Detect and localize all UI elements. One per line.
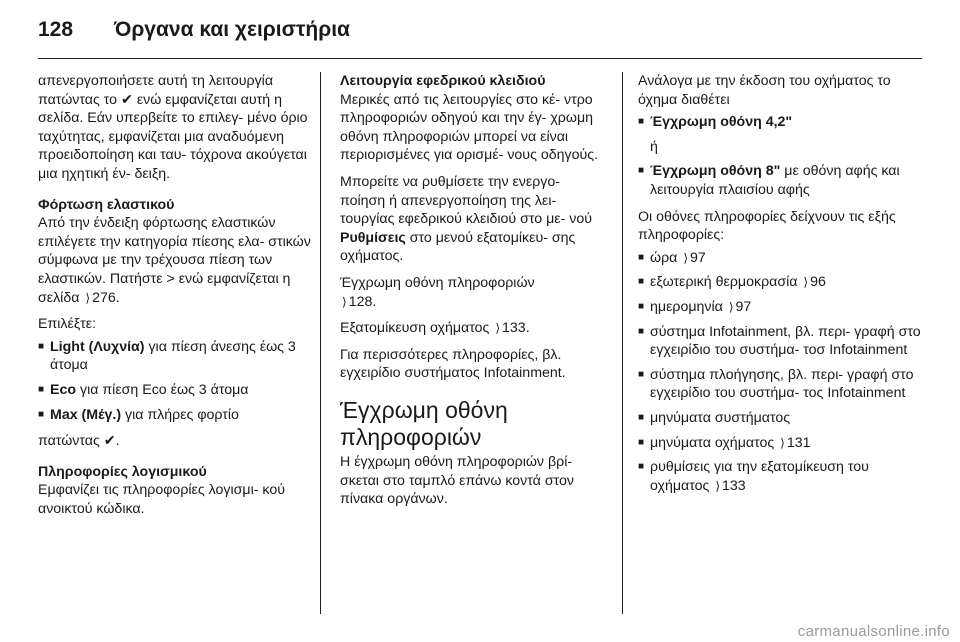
- color-display-heading: Έγχρωμη οθόνη πληροφοριών: [340, 396, 508, 450]
- or-text: ή: [650, 138, 658, 155]
- list-item: ■ Eco για πίεση Eco έως 3 άτομα: [38, 381, 316, 400]
- column-divider-2: [622, 72, 623, 614]
- list-item: ■ μηνύματα συστήματος: [638, 409, 928, 428]
- list-item: ■ Light (Λυχνία) για πίεση άνεσης έως 3 άτομα: [38, 338, 316, 375]
- list-item: ■ μηνύματα οχήματος ⟩ 131: [638, 434, 928, 453]
- valet-paragraph-1: Μερικές από τις λειτουργίες στο κέ- ντρο πληροφοριών οδηγού και την έγ- χρωμη οθόνη πληροφοριών μπορεί να είναι περιορισμένες για ορισμέ- νους οδηγούς.: [340, 91, 599, 164]
- display-variant-list: [638, 113, 928, 132]
- list-item: ■ ώρα ⟩ 97: [638, 249, 928, 268]
- page-ref-icon: ⟩: [342, 294, 347, 309]
- valet-paragraph-2: Μπορείτε να ρυθμίσετε την ενεργο- ποίηση ή απενεργοποίηση της λει- τουργίας εφεδρικού κλειδιού στο με- νού Ρυθμίσεις στο μενού εξατομίκευ- σης οχήματος.: [340, 173, 593, 265]
- page-ref-icon: ⟩: [803, 275, 809, 290]
- page-ref: 276.: [92, 289, 120, 306]
- list-item: ■ ημερομηνία ⟩ 97: [638, 298, 928, 317]
- list-item: ■ σύστημα Infotainment, βλ. περι- γραφή στο εγχειρίδιο του συστήμα- τοσ Infotainment: [638, 323, 928, 360]
- column-divider-1: [320, 72, 321, 614]
- valet-key-heading: Λειτουργία εφεδρικού κλειδιού: [340, 73, 546, 89]
- info-list: [638, 249, 928, 496]
- select-label: Επιλέξτε:: [38, 316, 97, 333]
- column-2: [340, 72, 608, 517]
- chapter-title: Όργανα και χειριστήρια: [114, 18, 350, 41]
- page-ref-icon: ⟩: [495, 321, 501, 336]
- crossref-color-display: Έγχρωμη οθόνη πληροφοριών ⟩ 128.: [340, 274, 535, 310]
- tyre-options-list: [38, 338, 316, 424]
- intro-paragraph: απενεργοποιήσετε αυτή τη λειτουργία πατώντας το ✔ ενώ εμφανίζεται αυτή η σελίδα. Εάν υπερβείτε το επιλεγ- μένο όριο ταχύτητας, εμφανίζεται μια αναδυόμενη προειδοποίηση και ταυ- τόχρονα ακούγεται μια ηχητική έν- δειξη.: [38, 73, 308, 182]
- list-item: ■ Έγχρωμη οθόνη 8" με οθόνη αφής και λειτουργία πλαισίου αφής: [638, 162, 928, 199]
- page-header: [38, 18, 960, 48]
- press-text: πατώντας ✔.: [38, 433, 120, 450]
- list-item: ■ σύστημα πλοήγησης, βλ. περι- γραφή στο εγχειρίδιο του συστήμα- τος Infotainment: [638, 366, 928, 403]
- watermark: carmanualsonline.info: [797, 623, 950, 640]
- list-item: ■ ρυθμίσεις για την εξατομίκευση του οχήματος ⟩ 133: [638, 458, 928, 495]
- more-info-paragraph: Για περισσότερες πληροφορίες, βλ. εγχειρίδιο συστήματος Infotainment.: [340, 346, 566, 382]
- column-3: [638, 72, 928, 503]
- software-info-text: Εμφανίζει τις πληροφορίες λογισμι- κού ανοικτού κώδικα.: [38, 482, 285, 517]
- variant-intro: Ανάλογα με την έκδοση του οχήματος το όχημα διαθέτει: [638, 73, 891, 108]
- column-1: [38, 72, 316, 526]
- page-ref-icon: ⟩: [780, 435, 785, 450]
- header-rule: [38, 58, 922, 59]
- list-item: ■ εξωτερική θερμοκρασία ⟩ 96: [638, 273, 928, 292]
- software-info-heading: Πληροφορίες λογισμικού: [38, 463, 207, 480]
- list-item: ■ Έγχρωμη οθόνη 4,2": [638, 113, 928, 132]
- tyre-load-text: Από την ένδειξη φόρτωσης ελαστικών επιλέγετε την κατηγορία πίεσης ελα- στικών σύμφωνα με την τρέχουσα πίεση των ελαστικών. Πατήστε > ενώ εμφανίζεται η σελίδα ⟩ 276.: [38, 215, 311, 306]
- page-number: 128: [38, 18, 74, 41]
- page-ref-icon: ⟩: [683, 250, 688, 265]
- tyre-load-heading: Φόρτωση ελαστικού: [38, 196, 175, 213]
- page-ref-icon: ⟩: [85, 290, 91, 305]
- info-list-intro: Οι οθόνες πληροφορίες δείχνουν τις εξής πληροφορίες:: [638, 208, 896, 244]
- color-display-text: Η έγχρωμη οθόνη πληροφοριών βρί- σκεται στο ταμπλό επάνω κοντά στον πίνακα οργάνων.: [340, 453, 574, 508]
- page-ref-icon: ⟩: [728, 299, 734, 314]
- list-item: ■ Max (Μέγ.) για πλήρες φορτίο: [38, 406, 316, 425]
- crossref-personalization: Εξατομίκευση οχήματος ⟩ 133.: [340, 320, 530, 337]
- page-ref-icon: ⟩: [715, 478, 720, 493]
- display-variant-list-2: [638, 162, 928, 199]
